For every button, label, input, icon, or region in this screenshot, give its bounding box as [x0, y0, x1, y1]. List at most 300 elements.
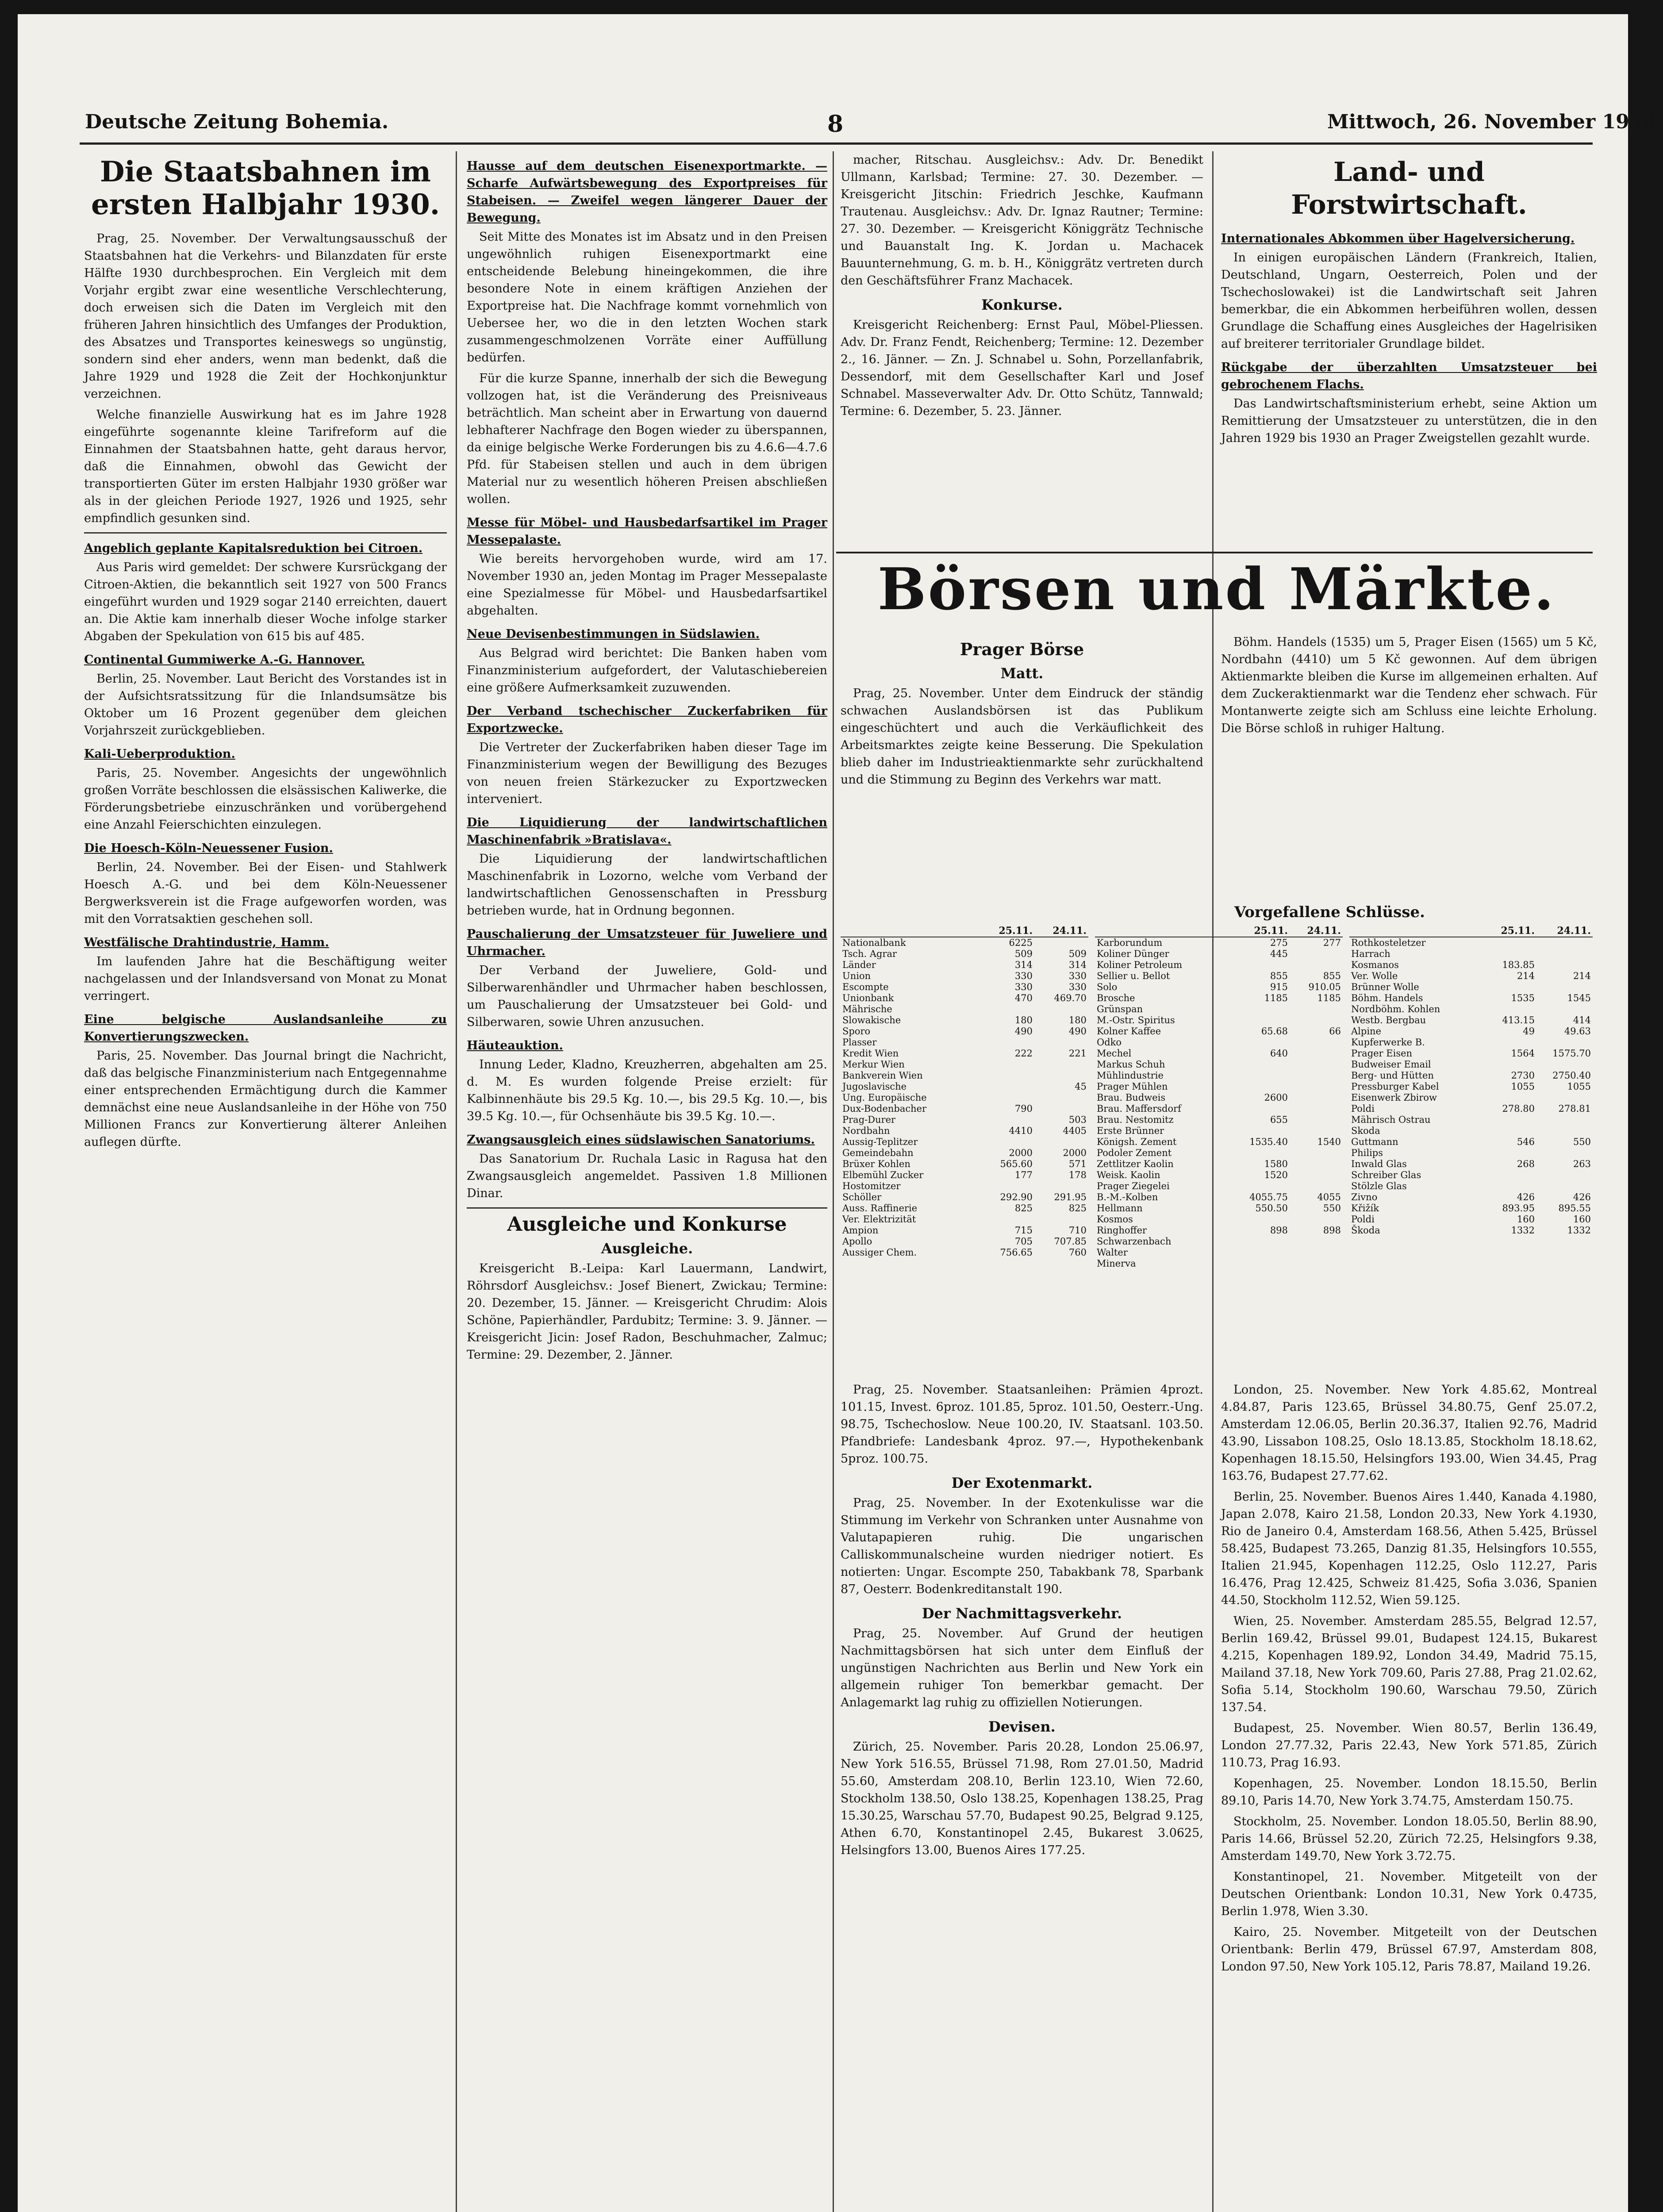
quote-row — [1349, 971, 1593, 982]
quote-value: 707.85 — [1054, 1236, 1087, 1247]
quote-name: Solo — [1097, 982, 1118, 992]
article-paragraph: Prag, 25. November. In der Exotenkulisse war die Stimmung im Verkehr von Schranken unter Ausnahme von Valutapapieren ruhig. Die ungarischen Calliskommunalscheine wurden niedriger notiert. Es notierten: Ungar. Escompte 250, Tabakbank 78, Sparbank 87, Oesterr. Bodenkreditanstalt 190. — [841, 1496, 1203, 1596]
section-subheading: Devisen. — [988, 1718, 1056, 1735]
quote-value — [1034, 1037, 1088, 1048]
quote-row — [1095, 1059, 1343, 1070]
article-paragraph: Prag, 25. November. Der Verwaltungsausschuß der Staatsbahnen hat die Verkehrs- und Bilanzdaten für erste Hälfte 1930 durchbesprochen. Ein Vergleich mit dem Vorjahr ergibt zwar eine wesentliche Verschlechterung, doch erweisen sich die Daten im Vergleich mit den früheren Jahren hinsichtlich des Umfanges der Produktion, des Absatzes und Transportes keineswegs so ungünstig, sondern sind eher anders, wenn man bedenkt, daß die Jahre 1929 und 1928 die Zeit der Hochkonjunktur verzeichnen. — [84, 232, 447, 401]
quote-value — [1536, 1181, 1593, 1192]
quote-value: 550.50 — [1255, 1203, 1288, 1214]
quote-name: Brüxer Kohlen — [842, 1159, 910, 1169]
quote-name: Mährische — [842, 1004, 892, 1014]
article-paragraph: macher, Ritschau. Ausgleichsv.: Adv. Dr. Benedikt Ullmann, Karlsbad; Termine: 27. 30. Dezember. — Kreisgericht Jitschin: Friedrich Jeschke, Kaufmann Trautenau. Ausgleichsv.: Adv. Dr. Ignaz Rautner; Termine: 27. 30. Dezember. — Kreisgericht Königgrätz Technische und Bauanstalt Ing. K. Jordan u. Machacek Bauunternehmung, G. m. b. H., Königgrätz vertreten durch den Geschäftsführer Franz Machacek. — [841, 153, 1203, 288]
quote-value: 180 — [1068, 1015, 1087, 1025]
quote-name: Ringhoffer — [1097, 1225, 1147, 1236]
newspaper-page — [18, 14, 1663, 2212]
article-paragraph: Das Sanatorium Dr. Ruchala Lasic in Ragusa hat den Zwangsausgleich angemeldet. Passiven 1.8 Millionen Dinar. — [467, 1152, 827, 1200]
quote-row — [841, 1092, 1088, 1103]
quote-name: Prag-Durer — [842, 1114, 896, 1125]
article-paragraph: Konstantinopel, 21. November. Mitgeteilt von der Deutschen Orientbank: London 10.31, New York 0.4735, Berlin 1.978, Wien 3.30. — [1221, 1870, 1597, 1918]
quote-header-name — [1095, 926, 1233, 937]
quote-row — [1349, 1137, 1593, 1148]
article-paragraph: Kairo, 25. November. Mitgeteilt von der Deutschen Orientbank: Berlin 479, Brüssel 67.97, Amsterdam 808, London 97.50, New York 105.12, Paris 78.87, Mailand 19.26. — [1221, 1925, 1597, 1974]
article-paragraph: Der Verband der Juweliere, Gold- und Silberwarenhändler und Uhrmacher haben beschlossen, um Pauschalierung der Umsatzsteuer bei Gold- und Silberwaren, sowie Uhren anzusuchen. — [467, 964, 827, 1029]
quote-value: 49.63 — [1564, 1026, 1591, 1037]
quote-row — [841, 1170, 1088, 1181]
quote-value: 855 — [1323, 971, 1341, 981]
article-paragraph: In einigen europäischen Ländern (Frankreich, Italien, Deutschland, Ungarn, Oesterreich, Polen und der Tschechoslowakei) ist die Landwirtschaft seit Jahren bemerkbar, die ein Abkommen herbeiführen wollen, dessen Grundlage die Schaffung eines Ausgleiches der Hagelrisiken auf breiterer territorialer Grundlage bildet. — [1221, 251, 1597, 351]
quote-value: 275 — [1270, 937, 1288, 948]
quote-header-date: 25.11. — [1484, 926, 1536, 937]
quote-row — [841, 1070, 1088, 1081]
quote-value — [1290, 960, 1343, 971]
article-subheading: Pauschalierung der Umsatzsteuer für Juweliere und Uhrmacher. — [467, 927, 827, 958]
section-heading: Prager Börse — [960, 639, 1084, 659]
quote-row — [1095, 1225, 1343, 1236]
quote-name: Ver. Wolle — [1351, 971, 1398, 981]
quote-row — [1095, 949, 1343, 960]
quote-value: 825 — [1068, 1203, 1087, 1214]
quote-value: 180 — [1014, 1015, 1033, 1025]
quote-value: 49 — [1523, 1026, 1535, 1037]
quote-row — [1095, 1148, 1343, 1159]
quote-name: Brünner Wolle — [1351, 982, 1419, 992]
article-paragraph: Im laufenden Jahre hat die Beschäftigung weiter nachgelassen und der Inlandsversand von Monat zu Monat verringert. — [84, 955, 447, 1003]
quote-name: Eisenwerk Zbirow — [1351, 1092, 1437, 1103]
quote-name: Křižík — [1351, 1203, 1379, 1214]
quote-value: 214 — [1517, 971, 1535, 981]
quote-value: 1332 — [1567, 1225, 1591, 1236]
quote-row — [1349, 1037, 1593, 1048]
article-paragraph: Aus Paris wird gemeldet: Der schwere Kursrückgang der Citroen-Aktien, die bekanntlich seit 1927 von 500 Francs eingeführt wurden und 1929 sogar 2140 erreichten, dauert an. Die Aktie kam innerhalb dieser Woche infolge starker Abgaben der Spekulation von 615 bis auf 485. — [84, 561, 447, 643]
quote-header-date: 25.11. — [980, 926, 1034, 937]
quote-table — [1095, 926, 1343, 1269]
quote-row — [841, 1137, 1088, 1148]
quote-value: 2000 — [1063, 1148, 1087, 1158]
quote-value: 855 — [1270, 971, 1288, 981]
quote-row — [1349, 1092, 1593, 1103]
quote-row — [841, 1181, 1088, 1192]
quote-value — [1233, 1037, 1290, 1048]
quote-value: 291.95 — [1054, 1192, 1087, 1202]
quotes-tables — [841, 926, 1593, 1368]
quote-row — [1349, 1159, 1593, 1170]
quote-row — [841, 1015, 1088, 1026]
quote-value: 469.70 — [1054, 993, 1087, 1003]
quote-row — [1095, 1004, 1343, 1015]
article-subheading: Kali-Ueberproduktion. — [84, 747, 235, 761]
quote-value — [980, 1037, 1034, 1048]
quote-row — [1095, 1125, 1343, 1137]
quote-row — [1095, 1048, 1343, 1059]
article-paragraph: Berlin, 25. November. Buenos Aires 1.440, Kanada 4.1980, Japan 2.078, Kairo 21.58, London 20.33, New York 4.1930, Rio de Janeiro 0.4, Amsterdam 168.56, Athen 5.425, Brüssel 58.425, Budapest 73.265, Danzig 81.35, Helsingfors 10.555, Italien 21.945, Kopenhagen 112.25, Oslo 112.27, Paris 16.476, Prag 12.425, Schweiz 81.425, Sofia 3.036, Spanien 44.50, Stockholm 112.52, Wien 59.125. — [1221, 1490, 1597, 1607]
quote-name: Skoda — [1351, 1125, 1380, 1136]
quote-table — [1349, 926, 1593, 1236]
quote-value: 1332 — [1511, 1225, 1535, 1236]
section-rule — [467, 1207, 827, 1209]
quote-value: 1535.40 — [1249, 1137, 1288, 1147]
quote-value: 330 — [1068, 982, 1087, 992]
quote-name: Böhm. Handels — [1351, 993, 1423, 1003]
section-subheading: Der Exotenmarkt. — [951, 1475, 1093, 1491]
quote-value: 756.65 — [1000, 1247, 1033, 1258]
article-paragraph: Paris, 25. November. Das Journal bringt die Nachricht, daß das belgische Finanzministerium nach Entgegennahme einer entsprechenden Ermächtigung durch die Kammer demnächst eine neue Auslandsanleihe in der Höhe von 750 Millionen Francs zur Konvertierung älterer Anleihen auflegen dürfte. — [84, 1049, 447, 1149]
quote-value — [1290, 1037, 1343, 1048]
quote-value — [980, 1092, 1034, 1103]
quote-value — [1484, 937, 1536, 949]
quote-name: Poldi — [1351, 1214, 1375, 1225]
quote-value — [1034, 1137, 1088, 1148]
quote-value — [1536, 937, 1593, 949]
quote-value — [1290, 1004, 1343, 1015]
article-paragraph: Prag, 25. November. Auf Grund der heutigen Nachmittagsbörsen hat sich unter dem Einfluß der ungünstigen Nachrichten aus Berlin und New York ein allgemein ruhiger Ton bemerkbar gemacht. Der Anlagemarkt lag ruhig zu offiziellen Notierungen. — [841, 1627, 1203, 1709]
quote-name: Kosmos — [1097, 1214, 1133, 1225]
quote-value: 4410 — [1009, 1125, 1033, 1136]
quote-row — [1349, 1114, 1593, 1125]
quote-name: Nordböhm. Kohlen — [1351, 1004, 1440, 1014]
quote-value: 655 — [1270, 1114, 1288, 1125]
quote-value: 2750.40 — [1552, 1070, 1591, 1081]
quote-name: Gemeindebahn — [842, 1148, 914, 1158]
quote-value: 2000 — [1009, 1148, 1033, 1158]
quote-value — [1536, 1092, 1593, 1103]
section-rule — [84, 532, 447, 534]
article-subheading: Neue Devisenbestimmungen in Südslawien. — [467, 627, 760, 641]
quote-value — [1290, 1059, 1343, 1070]
quote-value — [1034, 937, 1088, 949]
article-subheading: Zwangsausgleich eines südslawischen Sanatoriums. — [467, 1133, 815, 1147]
quote-value: 2730 — [1511, 1070, 1535, 1081]
quote-row — [841, 949, 1088, 960]
quote-row — [841, 1203, 1088, 1214]
quote-value: 550 — [1573, 1137, 1591, 1147]
quote-value — [1290, 1170, 1343, 1181]
quote-row — [1095, 1214, 1343, 1225]
quote-name: Prager Mühlen — [1097, 1081, 1168, 1092]
quote-value: 45 — [1075, 1081, 1087, 1092]
quotes-title: Vorgefallene Schlüsse. — [1234, 903, 1425, 921]
quote-row — [1349, 1148, 1593, 1159]
quote-row — [1095, 1026, 1343, 1037]
quote-name: Hellmann — [1097, 1203, 1143, 1214]
quote-name: Odko — [1097, 1037, 1122, 1048]
article-subheading: Messe für Möbel- und Hausbedarfsartikel im Prager Messepalaste. — [467, 516, 827, 547]
quote-value — [1484, 1181, 1536, 1192]
quote-value: 263 — [1573, 1159, 1591, 1169]
quote-name: Minerva — [1097, 1258, 1136, 1269]
quote-value: 1575.70 — [1552, 1048, 1591, 1059]
column-1 — [84, 151, 447, 2212]
quote-row — [1095, 1181, 1343, 1192]
quote-row — [841, 1247, 1088, 1258]
quote-value: 445 — [1270, 949, 1288, 959]
quote-value — [1536, 1125, 1593, 1137]
section-heading: Ausgleiche und Konkurse — [507, 1213, 787, 1236]
quote-row — [841, 1225, 1088, 1236]
quote-row — [841, 1148, 1088, 1159]
quote-value: 898 — [1270, 1225, 1288, 1236]
quote-value — [1290, 1103, 1343, 1114]
quote-name: Markus Schuh — [1097, 1059, 1165, 1070]
section-subheading: Matt. — [1000, 665, 1044, 682]
boerse-report-cont — [1221, 634, 1597, 899]
quote-row — [841, 1125, 1088, 1137]
column-4-top — [1221, 151, 1597, 541]
quote-row — [1095, 1103, 1343, 1114]
quote-value: 414 — [1573, 1015, 1591, 1025]
quote-value: 1520 — [1264, 1170, 1288, 1180]
quote-name: Podoler Zement — [1097, 1148, 1172, 1158]
quote-value — [1290, 1070, 1343, 1081]
quote-value — [1233, 1247, 1290, 1258]
quote-value: 214 — [1573, 971, 1591, 981]
quote-row — [1349, 1192, 1593, 1203]
quote-value — [1290, 1247, 1343, 1258]
quote-row — [841, 971, 1088, 982]
quote-name: Prager Ziegelei — [1097, 1181, 1170, 1191]
quote-name: Prager Eisen — [1351, 1048, 1413, 1059]
header-rule — [80, 142, 1593, 145]
quote-name: Schreiber Glas — [1351, 1170, 1421, 1180]
banner-rule — [836, 552, 1593, 553]
quote-name: Hostomitzer — [842, 1181, 901, 1191]
quote-value — [1536, 1004, 1593, 1015]
quote-name: Karborundum — [1097, 937, 1163, 948]
quote-value — [1290, 949, 1343, 960]
quote-name: Plasser — [842, 1037, 877, 1048]
quote-value — [980, 1114, 1034, 1125]
quote-value: 330 — [1014, 971, 1033, 981]
article-paragraph: Für die kurze Spanne, innerhalb der sich die Bewegung vollzogen hat, ist die Veränderung des Preisniveaus beträchtlich. Man scheint aber in Erwartung von dauernd lebhafterer Nachfrage den Bogen wieder zu überspannen, da einige belgische Werke Forderungen bis zu 4.6.6—4.7.6 Pfd. für Stabeisen stellen und auch in dem übrigen Material nur zu wesentlich höheren Preisen abschließen wollen. — [467, 372, 827, 506]
quote-value: 330 — [1068, 971, 1087, 981]
quote-row — [841, 1159, 1088, 1170]
quote-value — [1233, 960, 1290, 971]
quote-name: Aussiger Chem. — [842, 1247, 917, 1258]
quote-name: Merkur Wien — [842, 1059, 905, 1070]
column-2 — [467, 151, 827, 2212]
quote-value: 503 — [1068, 1114, 1087, 1125]
page-number: 8 — [827, 111, 844, 138]
quote-row — [1095, 1247, 1343, 1258]
quote-name: Länder — [842, 960, 876, 970]
quote-name: Stölzle Glas — [1351, 1181, 1407, 1191]
quote-name: Nordbahn — [842, 1125, 890, 1136]
quote-value — [1536, 982, 1593, 993]
quote-value — [1233, 1236, 1290, 1247]
quote-value: 183.85 — [1502, 960, 1535, 970]
quote-value — [1536, 949, 1593, 960]
quote-value — [1233, 1214, 1290, 1225]
quote-name: Slowakische — [842, 1015, 901, 1025]
quote-name: Kupferwerke B. — [1351, 1037, 1425, 1048]
quote-row — [1349, 1225, 1593, 1236]
quote-value: 571 — [1068, 1159, 1087, 1169]
quote-row — [1095, 1170, 1343, 1181]
quote-value — [1484, 1004, 1536, 1015]
quote-value: 915 — [1270, 982, 1288, 992]
quote-value: 1580 — [1264, 1159, 1288, 1169]
article-paragraph: Budapest, 25. November. Wien 80.57, Berlin 136.49, London 27.77.32, Paris 22.43, New York 571.85, Zürich 110.73, Prag 16.93. — [1221, 1721, 1597, 1770]
quote-value: 470 — [1014, 993, 1033, 1003]
quote-value — [1536, 1170, 1593, 1181]
quote-header-date: 25.11. — [1233, 926, 1290, 937]
quote-row — [841, 1103, 1088, 1114]
quote-value — [1290, 1125, 1343, 1137]
article-paragraph: Böhm. Handels (1535) um 5, Prager Eisen (1565) um 5 Kč, Nordbahn (4410) um 5 Kč gewonnen. Auf dem übrigen Aktienmarkte bleiben die Kurse im allgemeinen erhalten. Auf dem Zuckeraktienmarkt war die Tendenz eher schwach. Für Montanwerte zeigte sich am Schluss eine leichte Erholung. Die Börse schloß in ruhiger Haltung. — [1221, 635, 1597, 735]
quote-name: Kosmanos — [1351, 960, 1399, 970]
quote-name: Königsh. Zement — [1097, 1137, 1177, 1147]
quote-value: 178 — [1068, 1170, 1087, 1180]
quote-value: 790 — [1014, 1103, 1033, 1114]
quote-name: Rothkosteletzer — [1351, 937, 1426, 948]
quote-value — [1034, 1059, 1088, 1070]
quote-row — [841, 1059, 1088, 1070]
quote-name: Škoda — [1351, 1225, 1380, 1236]
quote-value — [1290, 1258, 1343, 1269]
quote-value — [980, 1070, 1034, 1081]
quote-name: Unionbank — [842, 993, 894, 1003]
quote-row — [1095, 1203, 1343, 1214]
boersen-banner: Börsen und Märkte. — [877, 555, 1556, 623]
quote-header-date: 24.11. — [1536, 926, 1593, 937]
quote-name: Sporo — [842, 1026, 871, 1037]
quote-name: Grünspan — [1097, 1004, 1143, 1014]
quote-value — [1290, 1236, 1343, 1247]
quote-row — [1095, 1081, 1343, 1092]
quote-value — [980, 1004, 1034, 1015]
quote-name: Auss. Raffinerie — [842, 1203, 918, 1214]
quote-name: Zivno — [1351, 1192, 1378, 1202]
quote-value: 426 — [1573, 1192, 1591, 1202]
quote-value — [1484, 1092, 1536, 1103]
quote-value: 2600 — [1264, 1092, 1288, 1103]
quote-value — [1290, 1092, 1343, 1103]
quote-table — [841, 926, 1088, 1258]
quote-name: Escompte — [842, 982, 889, 992]
quote-value — [1484, 1125, 1536, 1137]
quote-value — [1034, 1103, 1088, 1114]
quote-value: 715 — [1014, 1225, 1033, 1236]
quote-value — [1034, 1070, 1088, 1081]
quote-name: Schwarzenbach — [1097, 1236, 1171, 1247]
article-subheading: Die Liquidierung der landwirtschaftlichen Maschinenfabrik »Bratislava«. — [467, 816, 827, 847]
quote-row — [1095, 1258, 1343, 1269]
quote-value — [1290, 1159, 1343, 1170]
article-paragraph: Kreisgericht B.-Leipa: Karl Lauermann, Landwirt, Röhrsdorf Ausgleichsv.: Josef Bienert, Zwickau; Termine: 20. Dezember, 15. Jänner. — Kreisgericht Chrudim: Alois Schöne, Papierhändler, Pardubitz; Termine: 3. 9. Jänner. — Kreisgericht Jicin: Josef Radon, Beschuhmacher, Zalmuc; Termine: 29. Dezember, 2. Jänner. — [467, 1262, 827, 1362]
quote-value: 1055 — [1511, 1081, 1535, 1092]
quote-value — [1536, 1059, 1593, 1070]
quote-row — [1349, 1026, 1593, 1037]
quote-row — [841, 1114, 1088, 1125]
quote-value — [1034, 1092, 1088, 1103]
quote-value: 1564 — [1511, 1048, 1535, 1059]
quote-name: Weisk. Kaolin — [1097, 1170, 1160, 1180]
quote-value: 910.05 — [1308, 982, 1341, 992]
column-divider — [456, 151, 457, 2212]
article-paragraph: Aus Belgrad wird berichtet: Die Banken haben vom Finanzministerium aufgefordert, der Valutaschiebereien eine größere Aufmerksamkeit zuzuwenden. — [467, 646, 827, 695]
quote-value: 4055.75 — [1249, 1192, 1288, 1202]
quote-row — [841, 1037, 1088, 1048]
quote-value: 6225 — [1009, 937, 1033, 948]
quote-value — [1290, 1148, 1343, 1159]
quote-value — [1484, 1148, 1536, 1159]
quote-name: Inwald Glas — [1351, 1159, 1407, 1169]
column-3-top — [841, 151, 1203, 594]
quote-value: 160 — [1573, 1214, 1591, 1225]
quote-value: 710 — [1068, 1225, 1087, 1236]
quote-value — [1536, 960, 1593, 971]
quote-row — [1349, 1081, 1593, 1092]
quote-name: Ung. Europäische — [842, 1092, 927, 1103]
quote-value — [980, 1214, 1034, 1225]
quote-name: Schöller — [842, 1192, 882, 1202]
quote-name: Mährisch Ostrau — [1351, 1114, 1431, 1125]
boerse-report — [841, 634, 1203, 908]
quote-row — [1349, 1004, 1593, 1015]
quote-name: Kredit Wien — [842, 1048, 899, 1059]
quote-name: Dux-Bodenbacher — [842, 1103, 927, 1114]
quote-row — [1349, 993, 1593, 1004]
quote-value: 825 — [1014, 1203, 1033, 1214]
quote-name: Bankverein Wien — [842, 1070, 923, 1081]
quote-value: 1185 — [1317, 993, 1341, 1003]
article-paragraph: Wien, 25. November. Amsterdam 285.55, Belgrad 12.57, Berlin 169.42, Brüssel 99.01, Budapest 124.15, Bukarest 4.215, Kopenhagen 189.92, London 34.49, Madrid 75.15, Mailand 37.18, New York 709.60, Paris 27.88, Prag 21.02.62, Sofia 5.14, Stockholm 190.60, Warschau 79.50, Zürich 137.54. — [1221, 1614, 1597, 1714]
article-paragraph: Zürich, 25. November. Paris 20.28, London 25.06.97, New York 516.55, Brüssel 71.98, Rom 27.01.50, Madrid 55.60, Amsterdam 208.10, Berlin 123.10, Wien 72.60, Stockholm 138.50, Oslo 138.25, Kopenhagen 138.25, Prag 15.30.25, Warschau 57.70, Budapest 90.25, Belgrad 9.125, Athen 6.70, Konstantinopel 2.45, Bukarest 3.0625, Helsingfors 13.00, Buenos Aires 177.25. — [841, 1740, 1203, 1857]
quote-value: 895.55 — [1558, 1203, 1591, 1214]
quote-value: 314 — [1014, 960, 1033, 970]
quote-value — [980, 1081, 1034, 1092]
quote-name: Budweiser Email — [1351, 1059, 1431, 1070]
quote-value: 1545 — [1567, 993, 1591, 1003]
quote-value: 222 — [1014, 1048, 1033, 1059]
quote-value: 277 — [1323, 937, 1341, 948]
quote-row — [841, 982, 1088, 993]
quote-value: 898 — [1323, 1225, 1341, 1236]
article-headline: Die Staatsbahnen im ersten Halbjahr 1930. — [91, 155, 440, 221]
quote-value: 565.60 — [1000, 1159, 1033, 1169]
section-subheading: Der Nachmittagsverkehr. — [922, 1605, 1122, 1622]
article-paragraph: Die Vertreter der Zuckerfabriken haben dieser Tage im Finanzministerium wegen der Bewilligung des Bezuges von neuen freien Stärkezucker zu Exportzwecken interveniert. — [467, 741, 827, 806]
masthead: Deutsche Zeitung Bohemia. — [85, 111, 389, 133]
quote-name: Ver. Elektrizität — [842, 1214, 916, 1225]
quote-row — [1349, 1103, 1593, 1114]
quote-value — [1233, 1004, 1290, 1015]
column-divider — [833, 151, 834, 2212]
quote-value: 550 — [1323, 1203, 1341, 1214]
quote-value — [1536, 1037, 1593, 1048]
quote-name: Aussig-Teplitzer — [842, 1137, 918, 1147]
quote-name: Poldi — [1351, 1103, 1375, 1114]
quote-row — [1349, 937, 1593, 949]
quote-name: B.-M.-Kolben — [1097, 1192, 1158, 1202]
column-4-bottom — [1221, 1381, 1597, 2212]
quote-value: 221 — [1068, 1048, 1087, 1059]
quote-value — [1484, 1114, 1536, 1125]
quote-name: Walter — [1097, 1247, 1128, 1258]
quote-value: 1185 — [1264, 993, 1288, 1003]
article-paragraph: Wie bereits hervorgehoben wurde, wird am 17. November 1930 an, jeden Montag im Prager Messepalaste eine Spezialmesse für Möbel- und Hausbedarfsartikel abgehalten. — [467, 552, 827, 618]
quote-name: Nationalbank — [842, 937, 906, 948]
quote-value — [1233, 1148, 1290, 1159]
quote-row — [1095, 1236, 1343, 1247]
quote-row — [841, 993, 1088, 1004]
quote-value: 65.68 — [1261, 1026, 1288, 1037]
quote-row — [1095, 1037, 1343, 1048]
quote-name: Berg- und Hütten — [1351, 1070, 1434, 1081]
quote-value — [1290, 1214, 1343, 1225]
article-paragraph: Kopenhagen, 25. November. London 18.15.50, Berlin 89.10, Paris 14.70, New York 3.74.75, Amsterdam 150.75. — [1221, 1777, 1597, 1808]
section-subheading: Konkurse. — [981, 296, 1063, 313]
quote-value: 640 — [1270, 1048, 1288, 1059]
